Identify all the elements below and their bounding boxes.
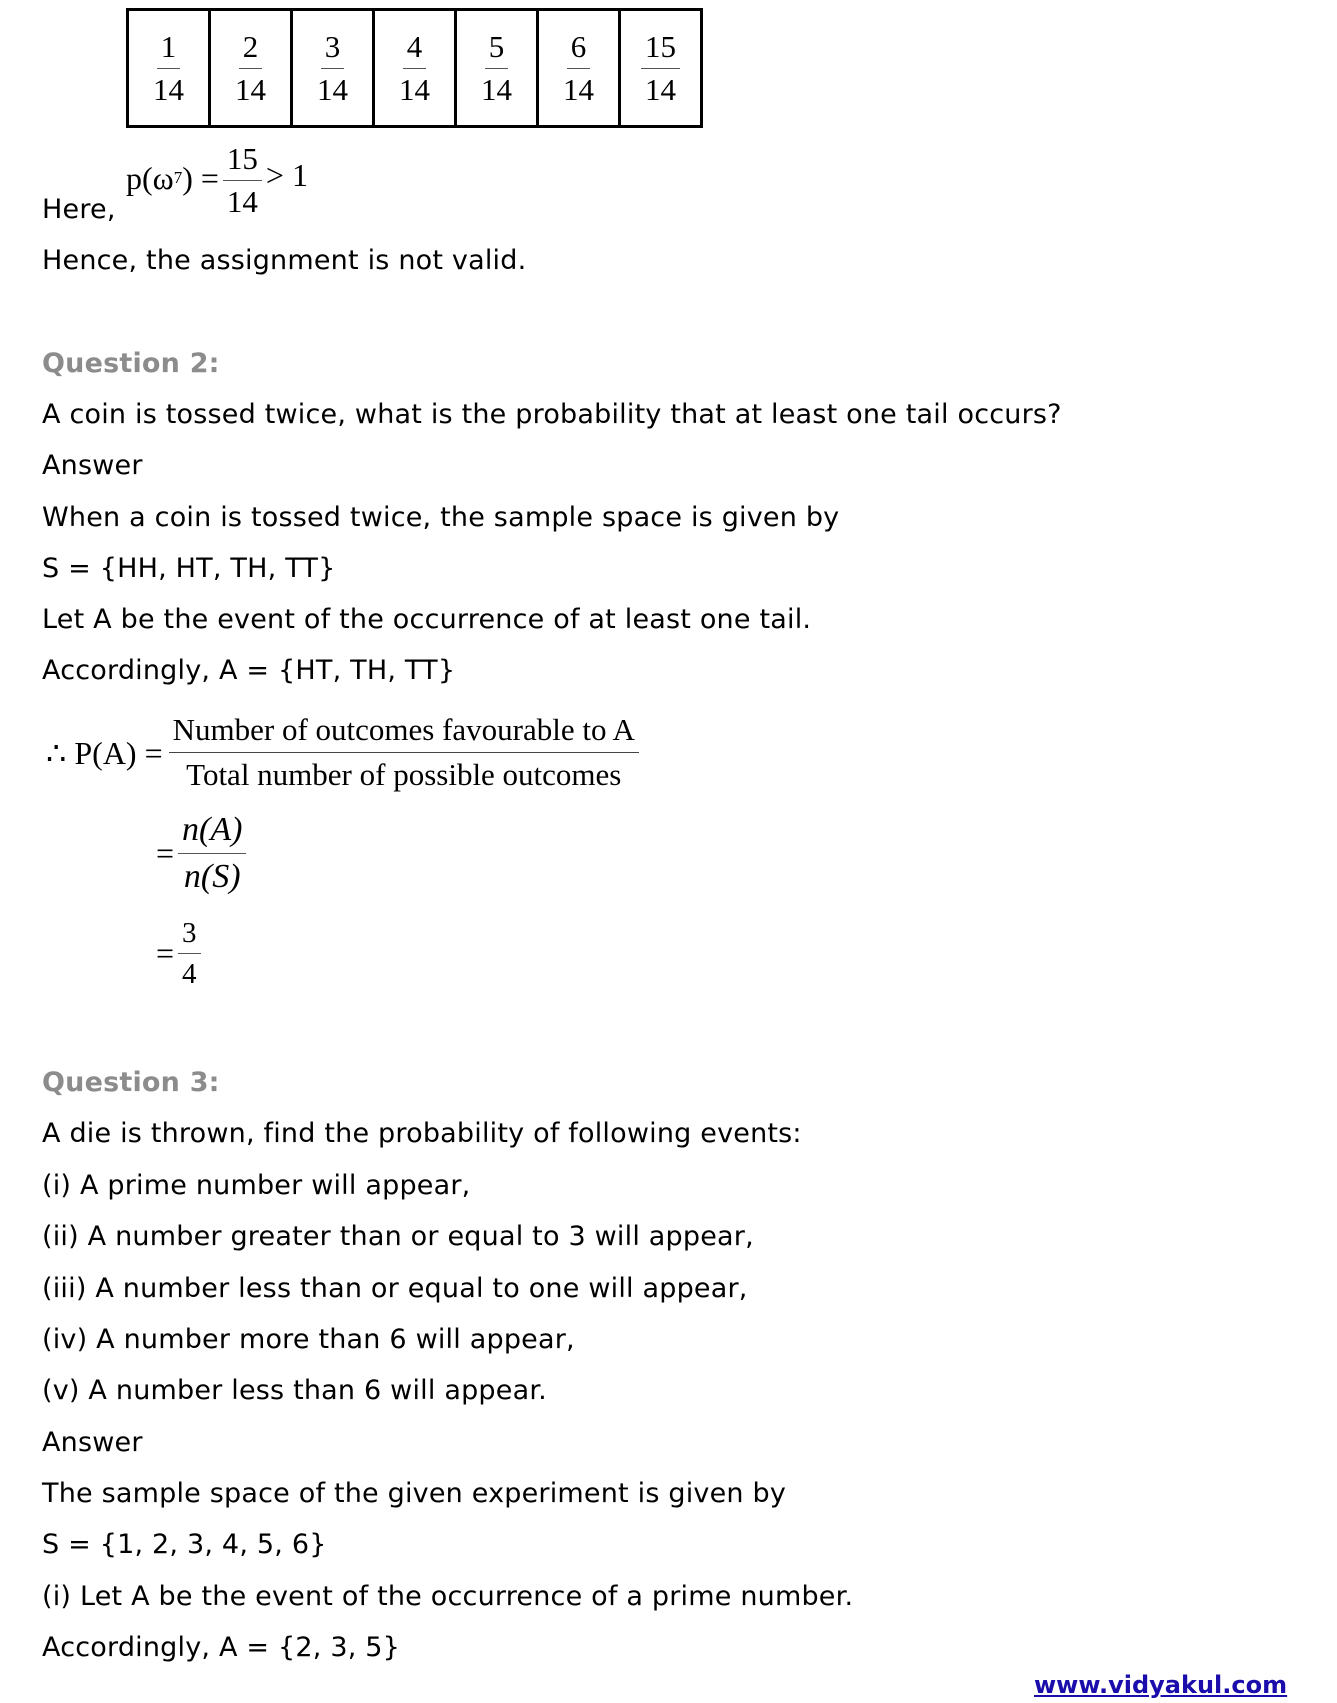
answer-line: The sample space of the given experiment is given by (42, 1478, 787, 1509)
answer-line: Accordingly, A = {HT, TH, TT} (42, 655, 456, 686)
conclusion-text: Hence, the assignment is not valid. (42, 245, 527, 276)
answer-line: Accordingly, A = {2, 3, 5} (42, 1632, 401, 1663)
question-2-heading: Question 2: (42, 348, 220, 379)
question-3-heading: Question 3: (42, 1067, 220, 1098)
answer-label: Answer (42, 450, 143, 481)
answer-line: S = {HH, HT, TH, TT} (42, 553, 336, 584)
table-cell: $\frac{4}{14}$ (374, 10, 456, 127)
table-cell: $\frac{2}{14}$ (210, 10, 292, 127)
question-2-text: A coin is tossed twice, what is the probability that at least one tail occurs? (42, 399, 1062, 430)
answer-line: (i) Let A be the event of the occurrence of a prime number. (42, 1581, 854, 1612)
answer-line: Let A be the event of the occurrence of at least one tail. (42, 604, 812, 635)
table-cell: $\frac{3}{14}$ (292, 10, 374, 127)
question-item: (v) A number less than 6 will appear. (42, 1375, 547, 1406)
formula-step-2: = $\frac{n(A)}{n(S)}$ (156, 810, 246, 897)
table-cell: $\frac{1}{14}$ (128, 10, 210, 127)
probability-formula: ∴ P(A) = $\frac{\text{Number of outcomes favourable to A}}{\text{Total number of possible outcomes}}$ (46, 712, 639, 793)
question-item: (iv) A number more than 6 will appear, (42, 1324, 575, 1355)
table-row (128, 10, 702, 127)
answer-label: Answer (42, 1427, 143, 1458)
table-cell: $\frac{6}{14}$ (538, 10, 620, 127)
question-item: (i) A prime number will appear, (42, 1170, 471, 1201)
here-label: Here, (42, 194, 116, 225)
question-3-text: A die is thrown, find the probability of following events: (42, 1118, 802, 1149)
question-item: (ii) A number greater than or equal to 3 will appear, (42, 1221, 754, 1252)
answer-line: When a coin is tossed twice, the sample space is given by (42, 502, 840, 533)
answer-line: S = {1, 2, 3, 4, 5, 6} (42, 1529, 327, 1560)
formula-step-3: = $\frac{3}{4}$ (156, 916, 201, 991)
probability-table (126, 8, 703, 128)
question-item: (iii) A number less than or equal to one will appear, (42, 1273, 748, 1304)
table-cell: $\frac{5}{14}$ (456, 10, 538, 127)
table-cell: $\frac{15}{14}$ (620, 10, 702, 127)
footer-link[interactable]: www.vidyakul.com (1034, 1671, 1288, 1699)
probability-equation: p(ω 7 ) = $\frac{15}{14}$ > 1 (126, 141, 308, 219)
